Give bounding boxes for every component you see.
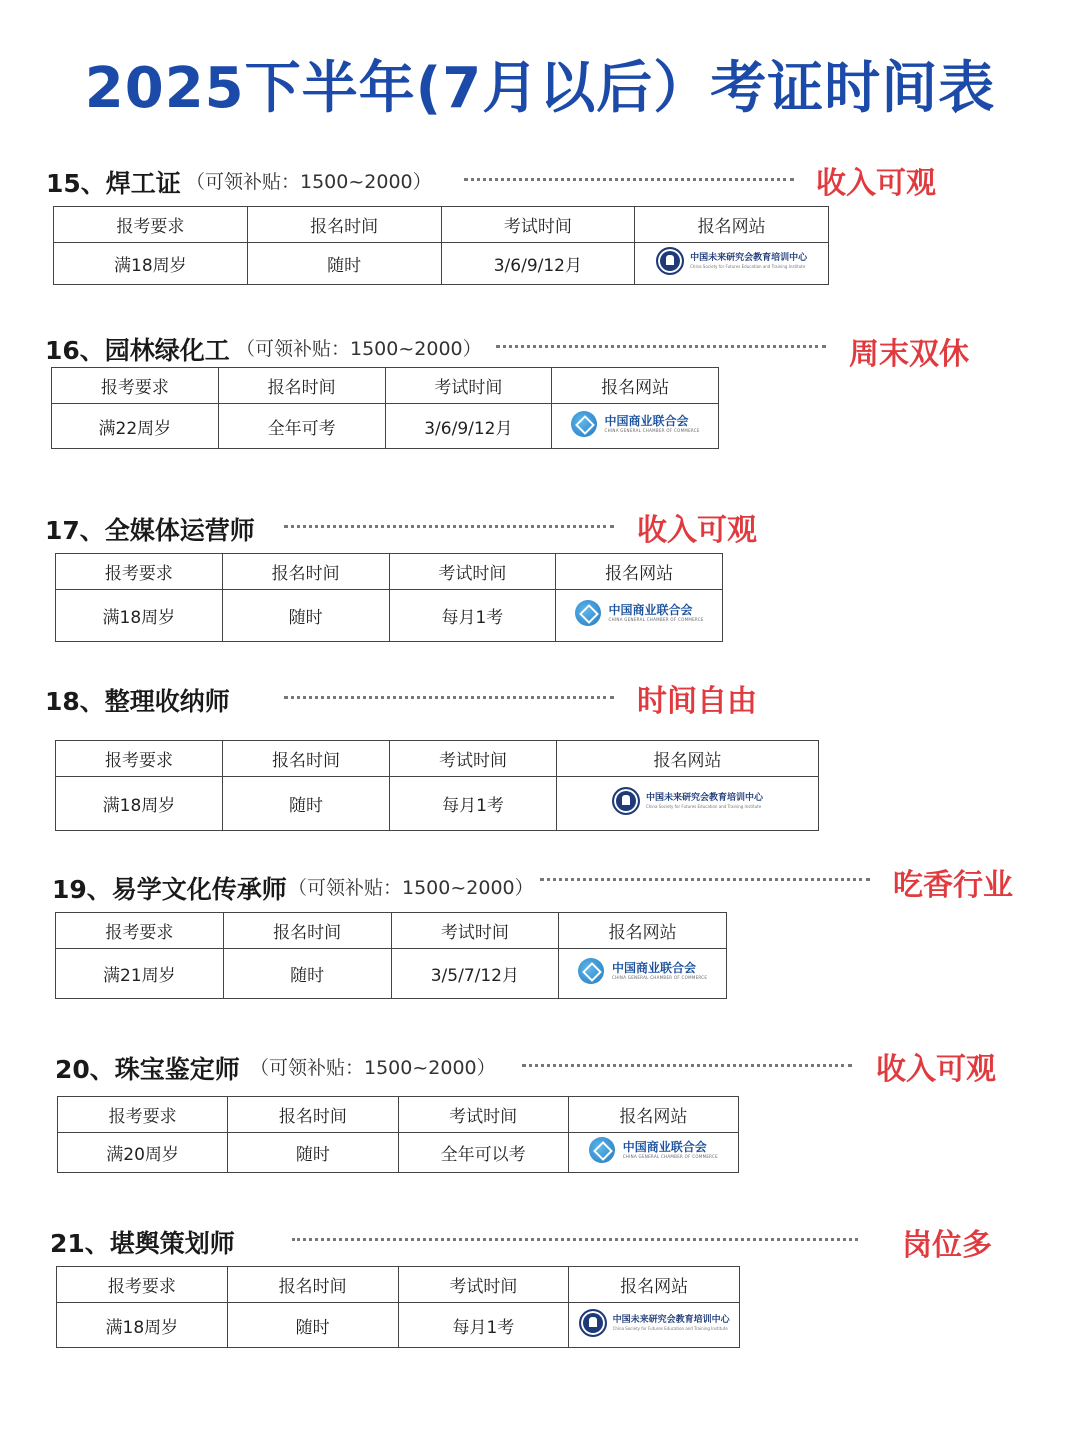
subsidy-note: （可领补贴：1500~2000） [250,1057,496,1079]
exam-time-cell: 全年可以考 [398,1133,568,1173]
cgcc-logo-icon [589,1137,615,1163]
header-cell: 报名时间 [223,741,390,777]
logo-name-cn: 中国未来研究会教育培训中心 [690,253,808,263]
website-cell[interactable] [635,243,829,285]
website-cell[interactable] [569,1303,740,1348]
highlight-tag: 岗位多 [902,1228,992,1263]
table-header-row [56,554,723,590]
logo-name-en: CHINA GENERAL CHAMBER OF COMMERCE [622,1154,718,1159]
header-cell: 报考要求 [56,913,224,949]
cert-table [53,206,829,285]
requirement-cell: 满20周岁 [58,1133,228,1173]
exam-time-cell: 每月1考 [390,777,557,831]
cgcc-logo-icon [571,411,597,437]
table-header-row [57,1267,740,1303]
dotted-leader [284,525,614,528]
registration-time-cell: 随时 [222,590,389,642]
header-cell: 报名时间 [247,207,441,243]
registration-time-cell: 随时 [223,949,391,999]
registration-time-cell: 随时 [223,777,390,831]
cfe-logo[interactable] [579,1309,730,1337]
dotted-leader [284,696,614,699]
cgcc-logo-icon [578,958,604,984]
table-row [52,404,719,449]
cgcc-logo-icon [575,600,601,626]
table-header-row [58,1097,739,1133]
registration-time-cell: 随时 [227,1303,398,1348]
header-cell: 报名网站 [557,741,819,777]
cfe-logo-icon [656,247,684,275]
table-row [56,590,723,642]
header-cell: 考试时间 [385,368,552,404]
section-title: 17、全媒体运营师 [45,516,255,545]
header-cell: 报考要求 [52,368,219,404]
cert-table [56,1266,740,1348]
exam-time-cell: 3/6/9/12月 [441,243,635,285]
logo-name-en: China Society for Futures Education and Training Institute [645,804,762,809]
highlight-tag: 收入可观 [637,513,757,548]
logo-name-en: China Society for Futures Education and Training Institute [612,1325,728,1331]
section-title: 18、整理收纳师 [45,687,230,716]
cert-table [57,1096,739,1173]
highlight-tag: 吃香行业 [893,868,1013,903]
header-cell: 报名网站 [568,1097,738,1133]
header-cell: 报名网站 [552,368,719,404]
header-cell: 报考要求 [58,1097,228,1133]
logo-name-cn: 中国未来研究会教育培训中心 [612,1314,730,1325]
cfe-logo-icon [579,1309,607,1337]
header-cell: 报名时间 [222,554,389,590]
header-cell: 报名网站 [559,913,727,949]
highlight-tag: 收入可观 [876,1052,996,1087]
highlight-tag: 收入可观 [816,166,936,201]
header-cell: 报名网站 [635,207,829,243]
website-cell[interactable] [556,590,723,642]
cert-table [51,367,719,449]
header-cell: 报考要求 [56,554,223,590]
dotted-leader [522,1064,852,1067]
logo-name-cn: 中国商业联合会 [622,1140,707,1154]
header-cell: 报考要求 [57,1267,228,1303]
requirement-cell: 满18周岁 [56,777,223,831]
cgcc-logo[interactable] [578,958,707,984]
table-header-row [52,368,719,404]
registration-time-cell: 随时 [228,1133,398,1173]
logo-name-cn: 中国商业联合会 [604,413,689,428]
header-cell: 报名时间 [218,368,385,404]
cfe-logo[interactable] [656,247,807,275]
table-header-row [56,741,819,777]
cgcc-logo[interactable] [589,1137,718,1163]
section-title: 20、珠宝鉴定师 [55,1055,240,1084]
logo-name-cn: 中国未来研究会教育培训中心 [645,793,763,803]
logo-name-en: CHINA GENERAL CHAMBER OF COMMERCE [612,975,708,980]
logo-name-en: CHINA GENERAL CHAMBER OF COMMERCE [604,427,700,433]
dotted-leader [540,878,870,881]
table-row [57,1303,740,1348]
registration-time-cell: 随时 [247,243,441,285]
table-row [54,243,829,285]
cgcc-logo[interactable] [575,600,704,626]
cert-table [55,912,727,999]
requirement-cell: 满18周岁 [54,243,248,285]
header-cell: 考试时间 [398,1097,568,1133]
page-title: 2025下半年(7月以后）考证时间表 [84,56,996,121]
dotted-leader [292,1238,858,1241]
section-title: 16、园林绿化工 [45,336,230,365]
section-title: 21、堪舆策划师 [50,1229,235,1258]
header-cell: 考试时间 [398,1267,569,1303]
cgcc-logo[interactable] [571,411,700,437]
header-cell: 报名时间 [223,913,391,949]
exam-time-cell: 3/5/7/12月 [391,949,559,999]
exam-time-cell: 每月1考 [389,590,556,642]
header-cell: 报名网站 [569,1267,740,1303]
subsidy-note: （可领补贴：1500~2000） [186,171,432,193]
cert-table [55,740,819,831]
header-cell: 考试时间 [391,913,559,949]
table-row [56,949,727,999]
cert-table [55,553,723,642]
table-row [56,777,819,831]
requirement-cell: 满21周岁 [56,949,224,999]
cfe-logo[interactable] [612,787,763,815]
cfe-logo-icon [612,787,640,815]
requirement-cell: 满18周岁 [57,1303,228,1348]
section-title: 15、焊工证 [46,169,181,198]
website-cell[interactable] [552,404,719,449]
website-cell[interactable] [557,777,819,831]
highlight-tag: 时间自由 [637,684,757,719]
logo-name-cn: 中国商业联合会 [612,961,697,975]
section-title: 19、易学文化传承师 [52,875,287,904]
website-cell[interactable] [559,949,727,999]
requirement-cell: 满22周岁 [52,404,219,449]
requirement-cell: 满18周岁 [56,590,223,642]
dotted-leader [464,178,794,181]
header-cell: 报考要求 [56,741,223,777]
header-cell: 考试时间 [390,741,557,777]
dotted-leader [496,345,826,348]
highlight-tag: 周末双休 [849,337,969,372]
subsidy-note: （可领补贴：1500~2000） [288,877,534,899]
header-cell: 报名时间 [228,1097,398,1133]
header-cell: 考试时间 [441,207,635,243]
header-cell: 报名时间 [227,1267,398,1303]
table-row [58,1133,739,1173]
table-header-row [54,207,829,243]
logo-name-en: China Society for Futures Education and Training Institute [690,264,806,269]
header-cell: 报名网站 [556,554,723,590]
header-cell: 报考要求 [54,207,248,243]
exam-time-cell: 每月1考 [398,1303,569,1348]
subsidy-note: （可领补贴：1500~2000） [236,338,482,360]
exam-time-cell: 3/6/9/12月 [385,404,552,449]
logo-name-en: CHINA GENERAL CHAMBER OF COMMERCE [608,617,704,622]
logo-name-cn: 中国商业联合会 [608,603,693,617]
table-header-row [56,913,727,949]
header-cell: 考试时间 [389,554,556,590]
website-cell[interactable] [568,1133,738,1173]
registration-time-cell: 全年可考 [218,404,385,449]
